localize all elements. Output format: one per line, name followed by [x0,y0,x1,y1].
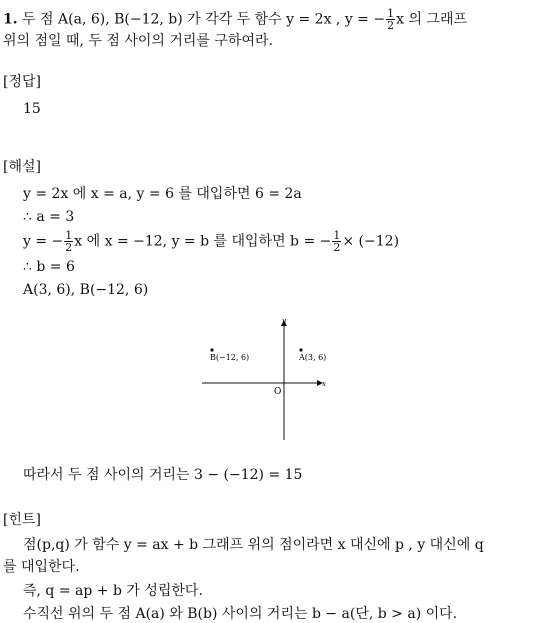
hint-label: [힌트] [3,512,41,528]
y-axis-label: y [282,317,286,325]
coordinate-graph [198,315,348,445]
origin-label: O [274,387,282,397]
solution-conclusion: 따라서 두 점 사이의 거리는 3 − (−12) = 15 [23,467,303,483]
solution-step-3: y = − $\frac{1}{2}$ x 에 x = −12, y = b 를 대입하면 b = − $\frac{1}{2}$ × (−12) [23,229,400,254]
problem-text-a: 두 점 A(a, 6), B(−12, b) 가 각각 두 함수 y = 2x , y = − [22,11,386,28]
problem-text-b: x 의 그래프 [396,11,467,28]
point-a-label: A(3, 6) [299,353,327,362]
point-a [299,348,302,351]
problem-line-1 [3,8,467,31]
solution-step-2: ∴ a = 3 [23,209,75,225]
problem-line-2: 위의 점일 때, 두 점 사이의 거리를 구하여라. [3,33,273,49]
answer-value: 15 [23,101,41,117]
problem-number: 1. [3,11,18,28]
solution-step-1: y = 2x 에 x = a, y = 6 를 대입하면 6 = 2a [23,186,302,202]
x-axis-label: x [322,380,326,388]
point-b [210,348,213,351]
hint-line-4: 수직선 위의 두 점 A(a) 와 B(b) 사이의 거리는 b − a(단, b > a) 이다. [23,606,458,622]
solution-step-4: ∴ b = 6 [23,259,75,275]
hint-line-2: 를 대입한다. [3,559,80,575]
problem-fraction: $\frac{1}{2}$ [387,7,395,32]
hint-line-1: 점(p,q) 가 함수 y = ax + b 그래프 위의 점이라면 x 대신에 p , y 대신에 q [23,537,484,553]
solution-label: [해설] [3,159,41,175]
point-b-label: B(−12, 6) [210,353,250,362]
solution-step-5: A(3, 6), B(−12, 6) [23,282,149,298]
hint-line-3: 즉, q = ap + b 가 성립한다. [23,583,203,599]
answer-label: [정답] [3,74,41,90]
